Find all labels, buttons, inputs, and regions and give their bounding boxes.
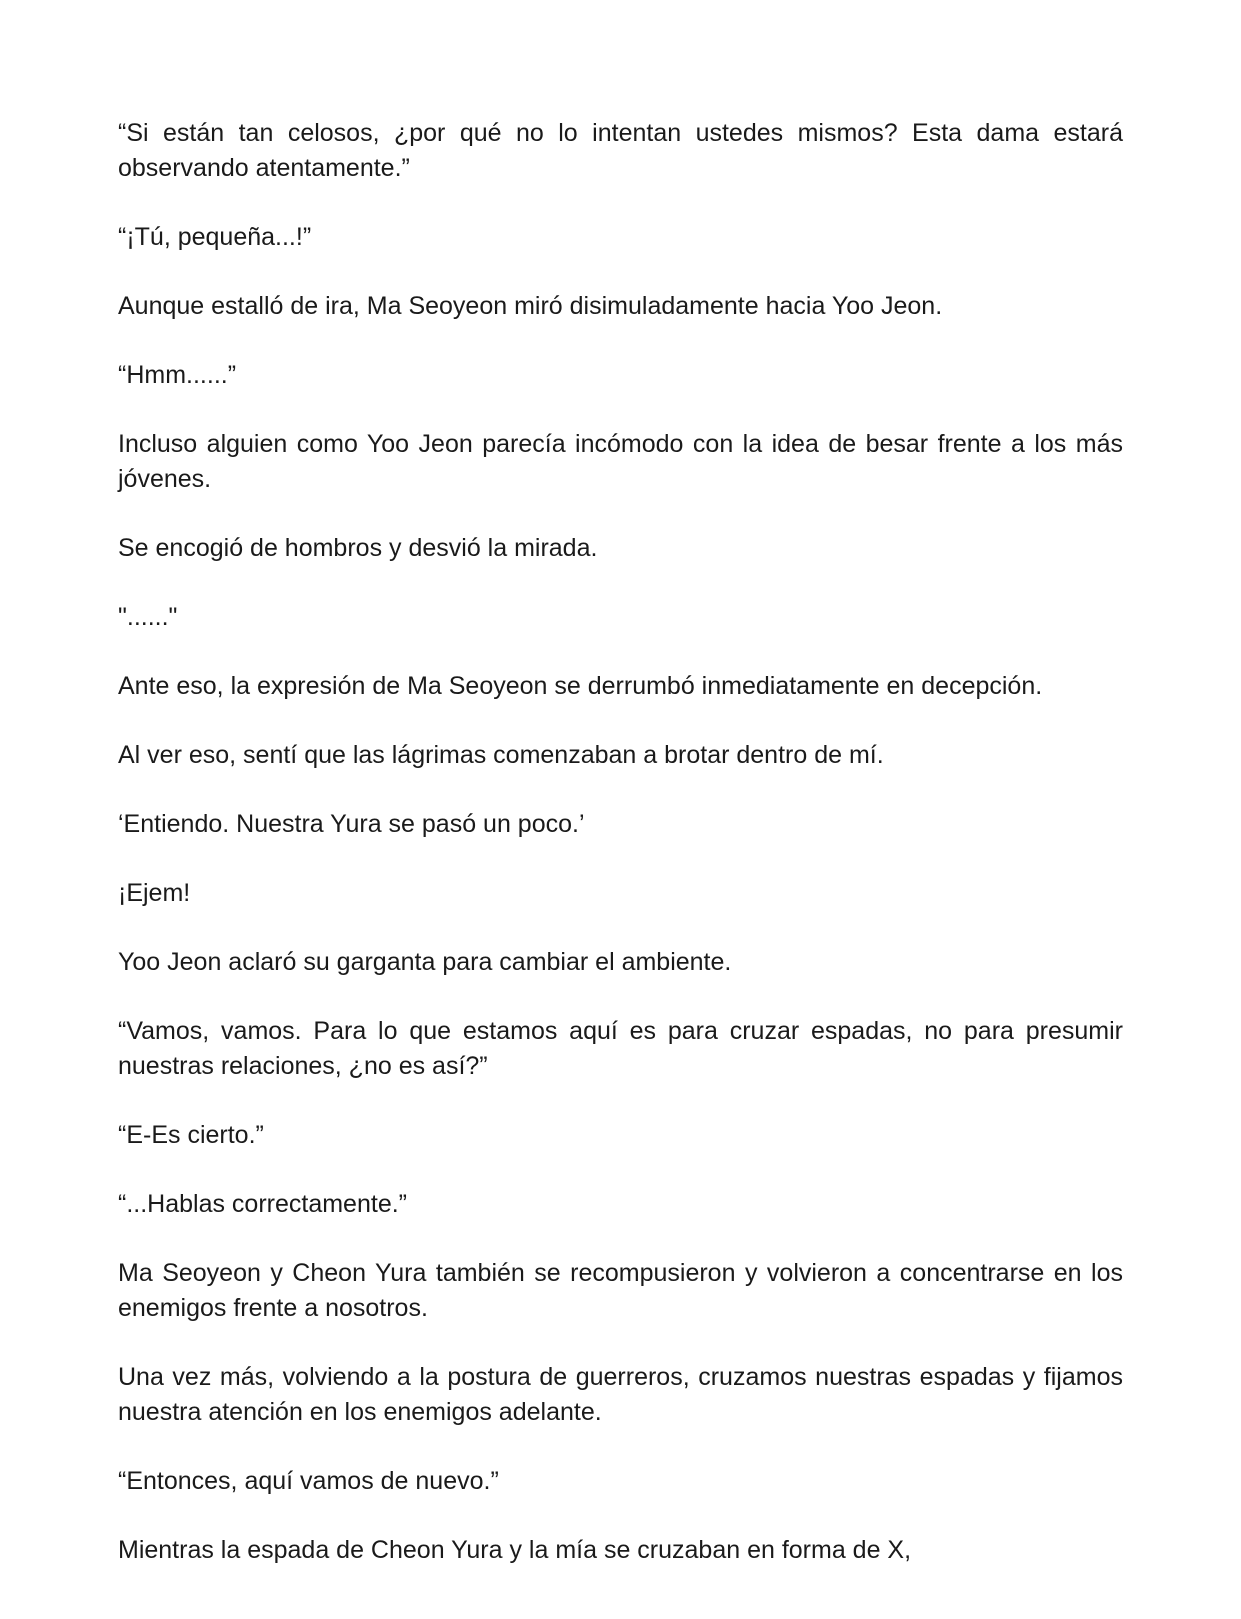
document-body bbox=[118, 116, 1123, 1568]
paragraph: “Si están tan celosos, ¿por qué no lo intentan ustedes mismos? Esta dama estará observando atentamente.” bbox=[118, 119, 1123, 182]
paragraph: Al ver eso, sentí que las lágrimas comenzaban a brotar dentro de mí. bbox=[118, 741, 884, 769]
paragraph: "......" bbox=[118, 603, 178, 631]
paragraph: ‘Entiendo. Nuestra Yura se pasó un poco.’ bbox=[118, 810, 585, 838]
paragraph: “Entonces, aquí vamos de nuevo.” bbox=[118, 1467, 499, 1495]
paragraph: Yoo Jeon aclaró su garganta para cambiar el ambiente. bbox=[118, 948, 732, 976]
paragraph: Aunque estalló de ira, Ma Seoyeon miró disimuladamente hacia Yoo Jeon. bbox=[118, 292, 943, 320]
paragraph: Incluso alguien como Yoo Jeon parecía incómodo con la idea de besar frente a los más jóvenes. bbox=[118, 430, 1123, 493]
paragraph: “...Hablas correctamente.” bbox=[118, 1190, 407, 1218]
paragraph: ¡Ejem! bbox=[118, 879, 191, 907]
paragraph: “E-Es cierto.” bbox=[118, 1121, 264, 1149]
paragraph: Ma Seoyeon y Cheon Yura también se recompusieron y volvieron a concentrarse en los enemigos frente a nosotros. bbox=[118, 1259, 1123, 1322]
paragraph: Se encogió de hombros y desvió la mirada. bbox=[118, 534, 598, 562]
paragraph: “Hmm......” bbox=[118, 361, 237, 389]
paragraph: Una vez más, volviendo a la postura de guerreros, cruzamos nuestras espadas y fijamos nuestra atención en los enemigos adelante. bbox=[118, 1363, 1123, 1426]
paragraph: “¡Tú, pequeña...!” bbox=[118, 223, 312, 251]
paragraph: Mientras la espada de Cheon Yura y la mía se cruzaban en forma de X, bbox=[118, 1536, 912, 1564]
paragraph: Ante eso, la expresión de Ma Seoyeon se derrumbó inmediatamente en decepción. bbox=[118, 672, 1043, 700]
paragraph: “Vamos, vamos. Para lo que estamos aquí es para cruzar espadas, no para presumir nuestras relaciones, ¿no es así?” bbox=[118, 1017, 1123, 1080]
